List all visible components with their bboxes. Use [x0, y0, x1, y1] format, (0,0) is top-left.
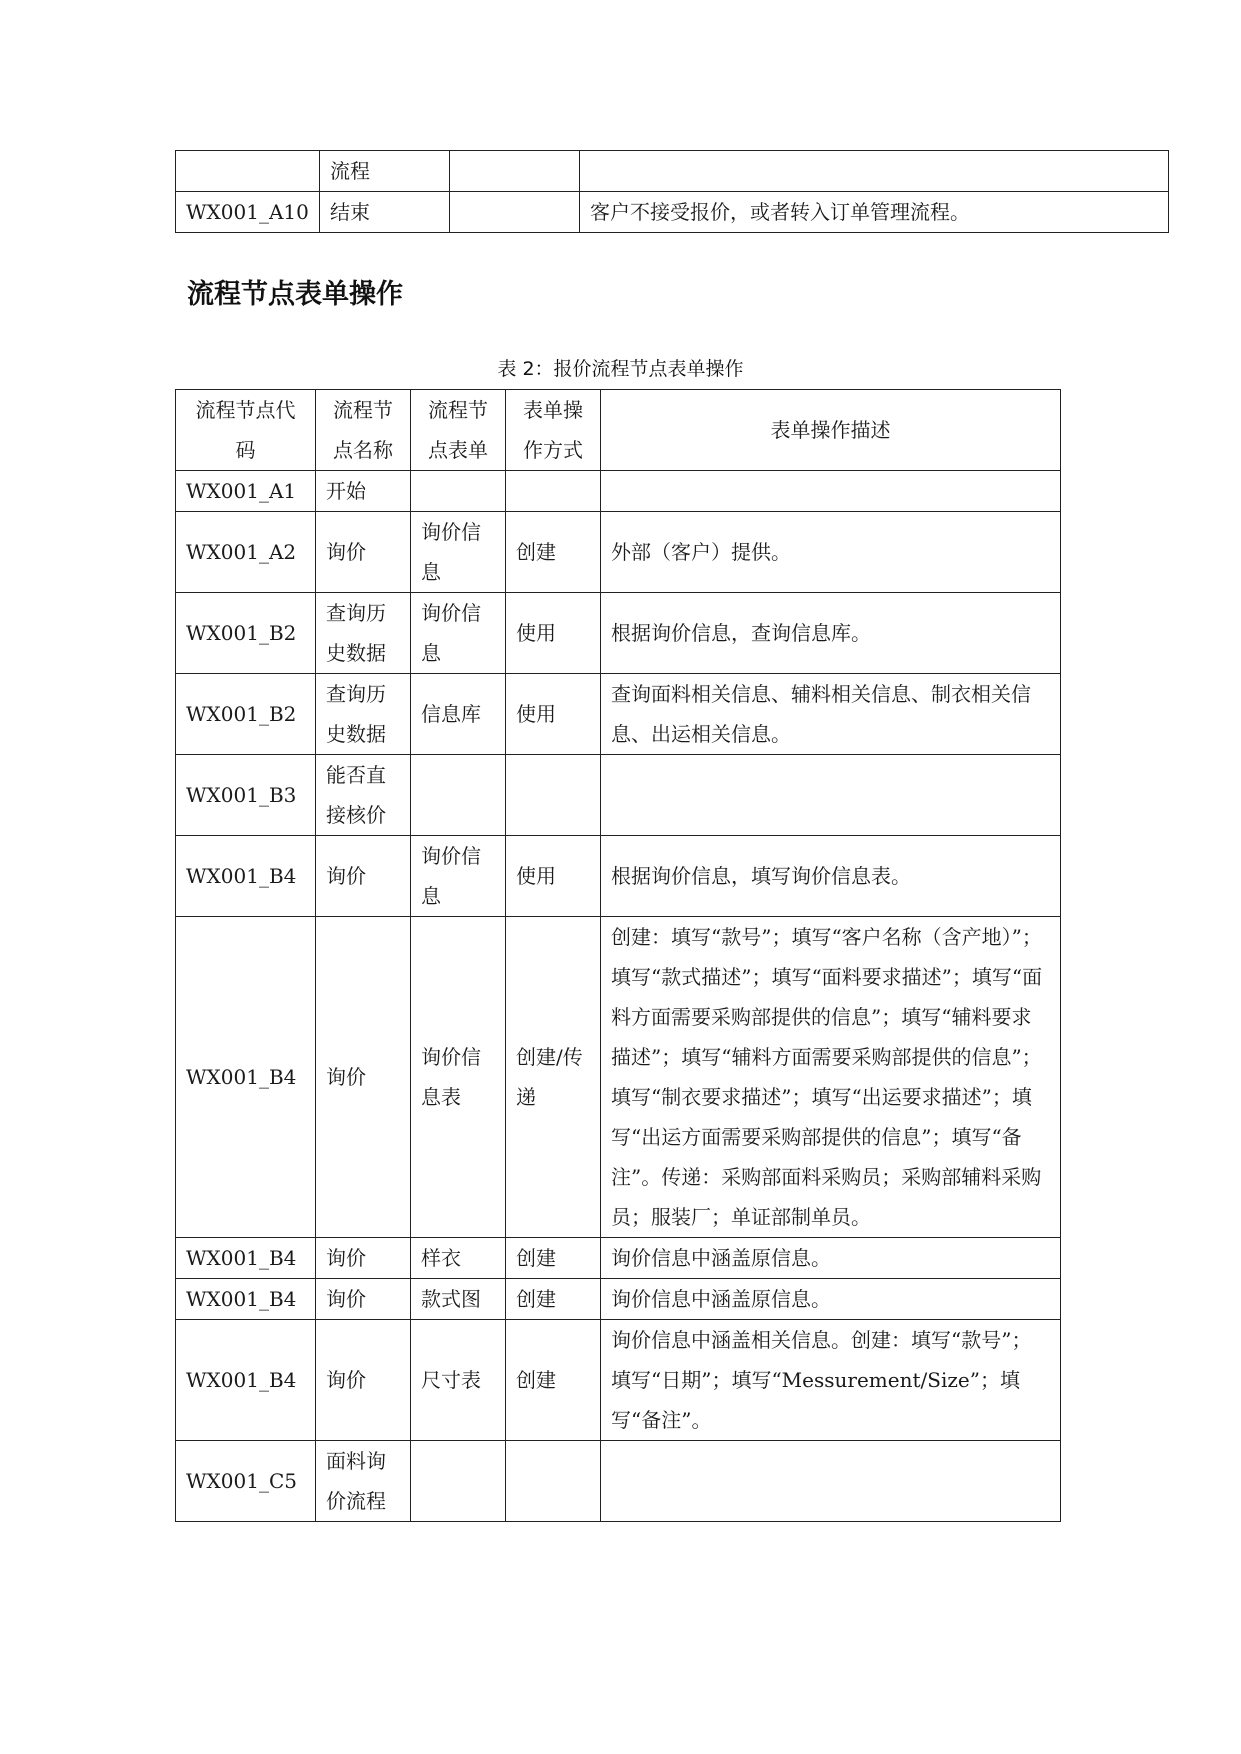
node-name-cell: 询价	[316, 917, 411, 1238]
operation-desc-cell: 外部（客户）提供。	[601, 512, 1061, 593]
node-desc-cell	[580, 151, 1169, 192]
node-name-cell: 询价	[316, 836, 411, 917]
operation-desc-cell	[601, 755, 1061, 836]
node-form-cell	[411, 471, 506, 512]
table-row	[176, 1441, 1061, 1522]
node-code-cell: WX001_A10	[176, 192, 320, 233]
operation-mode-cell: 创建	[506, 1320, 601, 1441]
table-row	[176, 755, 1061, 836]
node-name-cell: 能否直接核价	[316, 755, 411, 836]
table-caption: 表 2：报价流程节点表单操作	[497, 358, 744, 380]
table-row	[176, 1279, 1061, 1320]
node-code-cell: WX001_B4	[176, 1279, 316, 1320]
table-row	[176, 593, 1061, 674]
node-name-cell: 询价	[316, 512, 411, 593]
node-code-cell: WX001_B2	[176, 593, 316, 674]
node-form-cell	[450, 151, 580, 192]
node-form-cell: 信息库	[411, 674, 506, 755]
node-form-cell	[411, 1441, 506, 1522]
node-form-cell	[450, 192, 580, 233]
table-row	[176, 471, 1061, 512]
header-node-name: 流程节点名称	[316, 390, 411, 471]
node-name-cell: 面料询价流程	[316, 1441, 411, 1522]
operation-desc-cell	[601, 1441, 1061, 1522]
node-name-cell: 询价	[316, 1279, 411, 1320]
operation-desc-cell: 询价信息中涵盖原信息。	[601, 1279, 1061, 1320]
node-code-cell: WX001_B3	[176, 755, 316, 836]
node-name-cell: 询价	[316, 1320, 411, 1441]
node-form-cell: 询价信息	[411, 512, 506, 593]
node-form-cell: 询价信息	[411, 593, 506, 674]
node-desc-cell: 客户不接受报价，或者转入订单管理流程。	[580, 192, 1169, 233]
header-node-form: 流程节点表单	[411, 390, 506, 471]
node-form-cell	[411, 755, 506, 836]
node-code-cell: WX001_B4	[176, 836, 316, 917]
node-code-cell: WX001_B4	[176, 917, 316, 1238]
operation-desc-cell: 询价信息中涵盖相关信息。创建：填写“款号”；填写“日期”；填写“Messurement/Size”；填写“备注”。	[601, 1320, 1061, 1441]
node-form-cell: 询价信息	[411, 836, 506, 917]
node-name-cell: 查询历史数据	[316, 593, 411, 674]
node-form-cell: 尺寸表	[411, 1320, 506, 1441]
continuation-table	[175, 150, 1169, 233]
table-row	[176, 1238, 1061, 1279]
table-row	[176, 917, 1061, 1238]
operation-mode-cell	[506, 755, 601, 836]
node-code-cell: WX001_A1	[176, 471, 316, 512]
operation-desc-cell: 根据询价信息，查询信息库。	[601, 593, 1061, 674]
node-name-cell: 查询历史数据	[316, 674, 411, 755]
operation-mode-cell: 使用	[506, 836, 601, 917]
node-form-cell: 样衣	[411, 1238, 506, 1279]
operation-mode-cell: 创建	[506, 1279, 601, 1320]
table-row	[176, 1320, 1061, 1441]
operation-desc-cell: 创建：填写“款号”；填写“客户名称（含产地）”；填写“款式描述”；填写“面料要求描述”；填写“面料方面需要采购部提供的信息”；填写“辅料要求描述”；填写“辅料方面需要采购部提供的信息”；填写“制衣要求描述”；填写“出运要求描述”；填写“出运方面需要采购部提供的信息”；填写“备注”。传递：采购部面料采购员；采购部辅料采购员；服装厂；单证部制单员。	[601, 917, 1061, 1238]
operation-mode-cell: 创建	[506, 512, 601, 593]
node-code-cell: WX001_A2	[176, 512, 316, 593]
header-operation-mode: 表单操作方式	[506, 390, 601, 471]
node-code-cell	[176, 151, 320, 192]
operation-mode-cell	[506, 471, 601, 512]
node-code-cell: WX001_C5	[176, 1441, 316, 1522]
table-row	[176, 512, 1061, 593]
operation-desc-cell: 询价信息中涵盖原信息。	[601, 1238, 1061, 1279]
operation-mode-cell: 创建/传递	[506, 917, 601, 1238]
table-row	[176, 151, 1169, 192]
table-header-row	[176, 390, 1061, 471]
node-name-cell: 开始	[316, 471, 411, 512]
node-name-cell: 询价	[316, 1238, 411, 1279]
table-row	[176, 674, 1061, 755]
operation-desc-cell: 查询面料相关信息、辅料相关信息、制衣相关信息、出运相关信息。	[601, 674, 1061, 755]
operation-desc-cell: 根据询价信息，填写询价信息表。	[601, 836, 1061, 917]
node-form-cell: 询价信息表	[411, 917, 506, 1238]
node-code-cell: WX001_B2	[176, 674, 316, 755]
table-row	[176, 836, 1061, 917]
node-name-cell: 结束	[320, 192, 450, 233]
header-operation-desc: 表单操作描述	[601, 390, 1061, 471]
operation-desc-cell	[601, 471, 1061, 512]
form-operations-table	[175, 389, 1061, 1522]
operation-mode-cell	[506, 1441, 601, 1522]
node-name-cell: 流程	[320, 151, 450, 192]
operation-mode-cell: 创建	[506, 1238, 601, 1279]
node-code-cell: WX001_B4	[176, 1238, 316, 1279]
operation-mode-cell: 使用	[506, 593, 601, 674]
node-form-cell: 款式图	[411, 1279, 506, 1320]
section-heading: 流程节点表单操作	[187, 279, 403, 310]
header-node-code: 流程节点代码	[176, 390, 316, 471]
operation-mode-cell: 使用	[506, 674, 601, 755]
node-code-cell: WX001_B4	[176, 1320, 316, 1441]
table-row	[176, 192, 1169, 233]
